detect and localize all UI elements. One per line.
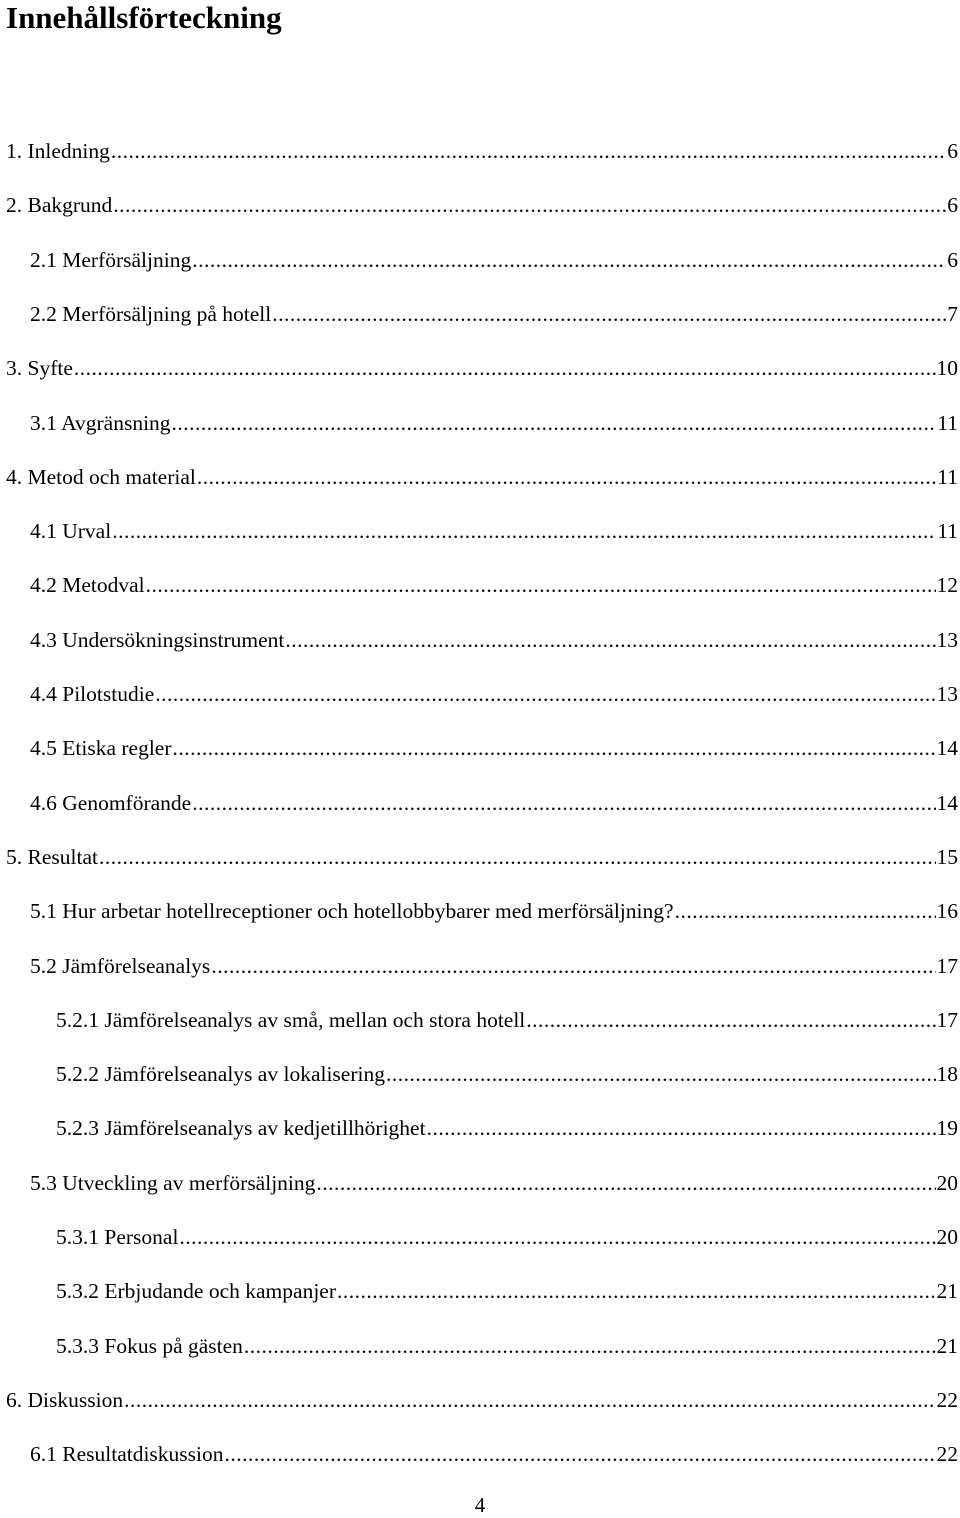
toc-entry-label: 4. Metod och material bbox=[6, 464, 196, 489]
toc-entry[interactable] bbox=[56, 1333, 958, 1359]
toc-dot-leader bbox=[192, 247, 946, 273]
toc-dot-leader bbox=[316, 1170, 935, 1196]
toc-dot-leader bbox=[113, 192, 946, 218]
toc-dot-leader bbox=[74, 355, 936, 381]
toc-entry-label: 5.2.1 Jämförelseanalys av små, mellan och stora hotell bbox=[56, 1007, 526, 1032]
toc-dot-leader bbox=[173, 735, 936, 761]
toc-entry-page: 21 bbox=[936, 1333, 958, 1358]
toc-entry-label: 2. Bakgrund bbox=[6, 193, 113, 218]
toc-entry[interactable] bbox=[30, 572, 958, 598]
toc-entry-label: 5.3.3 Fokus på gästen bbox=[56, 1333, 243, 1358]
toc-entry-page: 19 bbox=[936, 1116, 958, 1141]
toc-entry[interactable] bbox=[30, 627, 958, 653]
toc-entry-label: 5.3 Utveckling av merförsäljning bbox=[30, 1170, 316, 1195]
toc-entry-label: 5.2.3 Jämförelseanalys av kedjetillhörighet bbox=[56, 1116, 426, 1141]
toc-entry-page: 11 bbox=[937, 464, 958, 489]
toc-entry-page: 13 bbox=[936, 682, 958, 706]
toc-dot-leader bbox=[192, 790, 935, 816]
toc-entry-label: 5.1 Hur arbetar hotellreceptioner och hotellobbybarer med merförsäljning? bbox=[30, 899, 674, 924]
toc-entry-page: 22 bbox=[936, 1387, 958, 1412]
toc-entry-page: 14 bbox=[936, 736, 958, 761]
toc-entry[interactable] bbox=[56, 1115, 958, 1141]
toc-entry-page: 21 bbox=[936, 1279, 958, 1304]
toc-dot-leader bbox=[179, 1224, 935, 1250]
toc-entry-label: 6. Diskussion bbox=[6, 1387, 124, 1412]
toc-entry-page: 17 bbox=[936, 1007, 958, 1032]
toc-entry-page: 15 bbox=[936, 844, 958, 869]
toc-entry-label: 1. Inledning bbox=[6, 139, 110, 163]
toc-dot-leader bbox=[211, 953, 935, 979]
toc-entry-page: 17 bbox=[936, 953, 958, 978]
toc-entry[interactable] bbox=[30, 681, 958, 707]
toc-entry-page: 12 bbox=[936, 573, 958, 598]
toc-entry[interactable] bbox=[30, 410, 958, 436]
toc-dot-leader bbox=[526, 1007, 935, 1033]
toc-entry[interactable] bbox=[30, 247, 958, 273]
toc-entry-label: 4.3 Undersökningsinstrument bbox=[30, 627, 285, 652]
toc-entry-label: 4.2 Metodval bbox=[30, 573, 145, 598]
toc-entry[interactable] bbox=[30, 1441, 958, 1467]
toc-dot-leader bbox=[197, 464, 936, 490]
toc-dot-leader bbox=[225, 1441, 936, 1467]
toc-entry[interactable] bbox=[6, 192, 958, 218]
toc-dot-leader bbox=[285, 627, 935, 653]
toc-dot-leader bbox=[111, 138, 946, 164]
toc-entry[interactable] bbox=[30, 301, 958, 327]
toc-dot-leader bbox=[112, 518, 936, 544]
toc-entry-page: 22 bbox=[936, 1442, 958, 1467]
toc-entry[interactable] bbox=[6, 138, 958, 164]
toc-dot-leader bbox=[675, 898, 936, 924]
toc-entry-label: 4.6 Genomförande bbox=[30, 790, 192, 815]
toc-entry-page: 20 bbox=[936, 1225, 958, 1249]
toc-entry-page: 6 bbox=[947, 247, 958, 272]
toc-entry-label: 5.2.2 Jämförelseanalys av lokalisering bbox=[56, 1062, 385, 1087]
toc-entry-page: 13 bbox=[936, 627, 958, 652]
toc-entry[interactable] bbox=[30, 898, 958, 924]
toc-dot-leader bbox=[146, 572, 936, 598]
toc-entry[interactable] bbox=[30, 735, 958, 761]
toc-entry-label: 5. Resultat bbox=[6, 844, 98, 869]
toc-entry[interactable] bbox=[30, 790, 958, 816]
toc-dot-leader bbox=[427, 1115, 936, 1141]
toc-dot-leader bbox=[99, 844, 936, 870]
toc-entry-page: 6 bbox=[947, 139, 958, 163]
toc-entry[interactable] bbox=[30, 953, 958, 979]
toc-entry-page: 16 bbox=[936, 899, 958, 924]
toc-dot-leader bbox=[337, 1278, 935, 1304]
toc-entry[interactable] bbox=[56, 1007, 958, 1033]
toc-entry[interactable] bbox=[30, 1170, 958, 1196]
toc-entry-label: 4.5 Etiska regler bbox=[30, 736, 172, 761]
toc-entry-label: 6.1 Resultatdiskussion bbox=[30, 1442, 224, 1467]
toc-entry-page: 11 bbox=[937, 410, 958, 435]
toc-entry[interactable] bbox=[56, 1278, 958, 1304]
toc-entry-label: 2.1 Merförsäljning bbox=[30, 247, 192, 272]
toc-dot-leader bbox=[244, 1333, 936, 1359]
toc-entry-page: 18 bbox=[936, 1062, 958, 1087]
toc-entry-page: 6 bbox=[947, 193, 958, 218]
page-title: Innehållsförteckning bbox=[6, 0, 282, 35]
toc-entry-label: 3.1 Avgränsning bbox=[30, 410, 171, 435]
toc-entry-page: 20 bbox=[936, 1170, 958, 1195]
toc-entry[interactable] bbox=[56, 1224, 958, 1250]
toc-dot-leader bbox=[155, 681, 935, 707]
toc-entry-label: 4.4 Pilotstudie bbox=[30, 682, 155, 706]
toc-entry[interactable] bbox=[6, 844, 958, 870]
toc-entry[interactable] bbox=[6, 464, 958, 490]
toc-entry[interactable] bbox=[6, 1387, 958, 1413]
toc-entry[interactable] bbox=[56, 1061, 958, 1087]
toc-entry-page: 11 bbox=[937, 519, 958, 544]
toc-entry-label: 2.2 Merförsäljning på hotell bbox=[30, 301, 272, 326]
toc-dot-leader bbox=[124, 1387, 935, 1413]
page-number: 4 bbox=[474, 1493, 486, 1517]
toc-dot-leader bbox=[272, 301, 946, 327]
toc-entry-page: 7 bbox=[947, 301, 958, 326]
toc-dot-leader bbox=[386, 1061, 936, 1087]
toc-entry-label: 5.2 Jämförelseanalys bbox=[30, 953, 211, 978]
toc-entry-label: 5.3.2 Erbjudande och kampanjer bbox=[56, 1279, 337, 1304]
toc-entry[interactable] bbox=[30, 518, 958, 544]
toc-entry[interactable] bbox=[6, 355, 958, 381]
toc-entry-page: 10 bbox=[936, 356, 958, 381]
toc-entry-label: 3. Syfte bbox=[6, 356, 73, 381]
toc-entry-label: 5.3.1 Personal bbox=[56, 1225, 179, 1249]
toc-entry-label: 4.1 Urval bbox=[30, 519, 112, 544]
toc-entry-page: 14 bbox=[936, 790, 958, 815]
toc-dot-leader bbox=[172, 410, 937, 436]
